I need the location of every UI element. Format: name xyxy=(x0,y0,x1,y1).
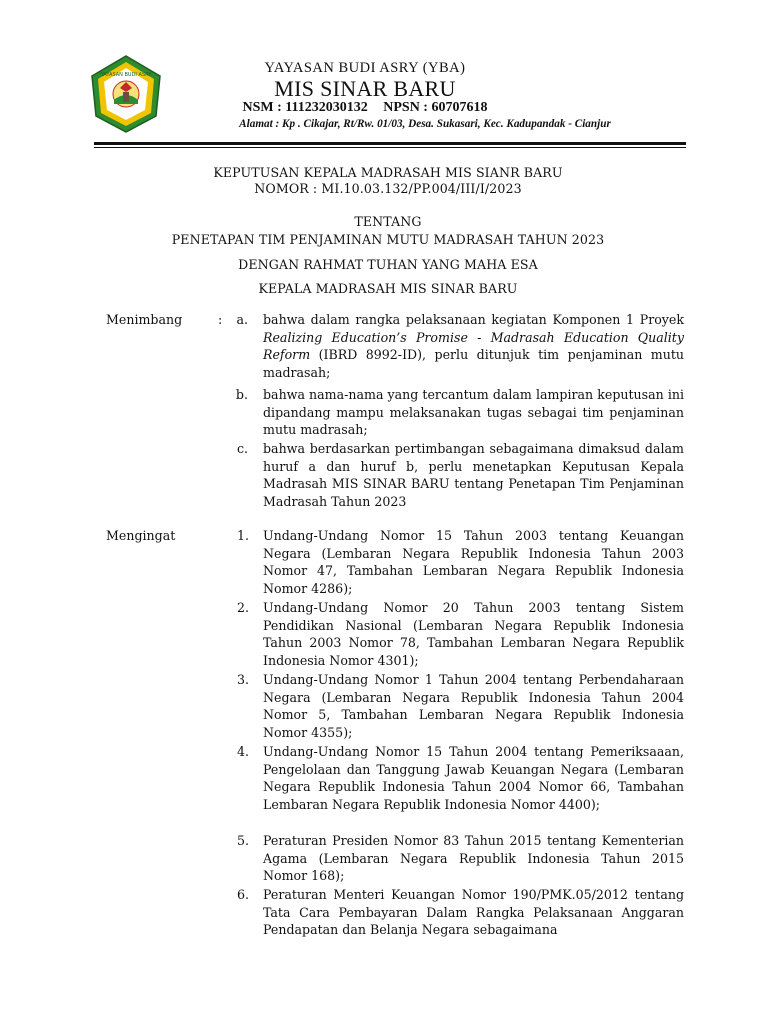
mengingat-item-2: Undang-Undang Nomor 20 Tahun 2003 tentang Sistem Pendidikan Nasional (Lembaran Negara Republik Indonesia Tahun 2003 Nomor 78, Tambahan Lembaran Negara Republik Indonesia Nomor 4301); xyxy=(263,600,684,668)
about-heading: TENTANG xyxy=(354,214,422,229)
decree-title: KEPUTUSAN KEPALA MADRASAH MIS SIANR BARU xyxy=(213,165,563,180)
decree-subject: PENETAPAN TIM PENJAMINAN MUTU MADRASAH TAHUN 2023 xyxy=(171,232,605,247)
menimbang-marker-c: c. xyxy=(236,441,248,456)
menimbang-item-a-text-2: (IBRD 8992-ID), perlu ditunjuk tim penjaminan mutu madrasah; xyxy=(263,347,684,380)
menimbang-colon: : xyxy=(218,312,223,327)
mengingat-item-5: Peraturan Presiden Nomor 83 Tahun 2015 tentang Kementerian Agama (Lembaran Negara Republik Indonesia Tahun 2015 Nomor 168); xyxy=(263,833,684,884)
school-address: Alamat : Kp . Cikajar, Rt/Rw. 01/03, Desa. Sukasari, Kec. Kadupandak - Cianjur xyxy=(239,118,611,130)
letterhead-rule-thick xyxy=(94,142,686,145)
menimbang-item-b: bahwa nama-nama yang tercantum dalam lampiran keputusan ini dipandang mampu melaksanakan tugas sebagai tim penjaminan mutu madrasah; xyxy=(263,387,684,438)
mengingat-item-1: Undang-Undang Nomor 15 Tahun 2003 tentang Keuangan Negara (Lembaran Negara Republik Indonesia Tahun 2003 Nomor 47, Tambahan Lembaran Negara Republik Indonesia Nomor 4286); xyxy=(263,528,684,596)
menimbang-item-c: bahwa berdasarkan pertimbangan sebagaimana dimaksud dalam huruf a dan huruf b, perlu menetapkan Keputusan Kepala Madrasah MIS SINAR BARU tentang Penetapan Tim Penjaminan Madrasah Tahun 2023 xyxy=(263,441,684,509)
npsn-number: NPSN : 60707618 xyxy=(383,100,488,115)
menimbang-item-a-text-1: bahwa dalam rangka pelaksanaan kegiatan Komponen 1 Proyek xyxy=(263,312,684,327)
school-name: MIS SINAR BARU xyxy=(274,76,456,101)
mengingat-marker-1: 1. xyxy=(236,528,249,543)
nsm-number: NSM : 111232030132 xyxy=(242,100,368,115)
mengingat-marker-5: 5. xyxy=(236,833,249,848)
project-name: Realizing Education’s Promise - Madrasah Education Quality Reform xyxy=(263,329,684,363)
mengingat-label: Mengingat xyxy=(106,528,176,543)
head-title: KEPALA MADRASAH MIS SINAR BARU xyxy=(258,281,518,296)
letterhead-rule-thin xyxy=(94,147,686,148)
mengingat-marker-2: 2. xyxy=(236,600,249,615)
mengingat-item-3: Undang-Undang Nomor 1 Tahun 2004 tentang Perbendaharaan Negara (Lembaran Negara Republik Indonesia Tahun 2004 Nomor 5, Tambahan Lembaran Negara Republik Indonesia Nomor 4355); xyxy=(263,672,684,740)
decree-number: NOMOR : MI.10.03.132/PP.004/III/I/2023 xyxy=(254,181,522,196)
menimbang-marker-b: b. xyxy=(235,387,248,402)
registration-numbers xyxy=(200,100,530,116)
mengingat-marker-4: 4. xyxy=(236,744,249,759)
blessing-line: DENGAN RAHMAT TUHAN YANG MAHA ESA xyxy=(238,257,538,272)
mengingat-marker-3: 3. xyxy=(236,672,249,687)
menimbang-label: Menimbang xyxy=(106,312,183,327)
mengingat-item-6: Peraturan Menteri Keuangan Nomor 190/PMK.05/2012 tentang Tata Cara Pembayaran Dalam Rangka Pelaksanaan Anggaran Pendapatan dan Belanja Negara sebagaimana xyxy=(263,887,684,938)
logo-text: YAYASAN BUDI ASRY xyxy=(100,72,152,78)
foundation-name: YAYASAN BUDI ASRY (YBA) xyxy=(264,60,466,76)
mengingat-item-4: Undang-Undang Nomor 15 Tahun 2004 tentang Pemeriksaaan, Pengelolaan dan Tanggung Jawab Keuangan Negara (Lembaran Negara Republik Indonesia Tahun 2004 Nomor 66, Tambahan Lembaran Negara Republik Indonesia Nomor 4400); xyxy=(263,744,684,812)
mengingat-marker-6: 6. xyxy=(236,887,249,902)
menimbang-marker-a: a. xyxy=(236,312,248,327)
menimbang-item-a xyxy=(263,311,684,381)
